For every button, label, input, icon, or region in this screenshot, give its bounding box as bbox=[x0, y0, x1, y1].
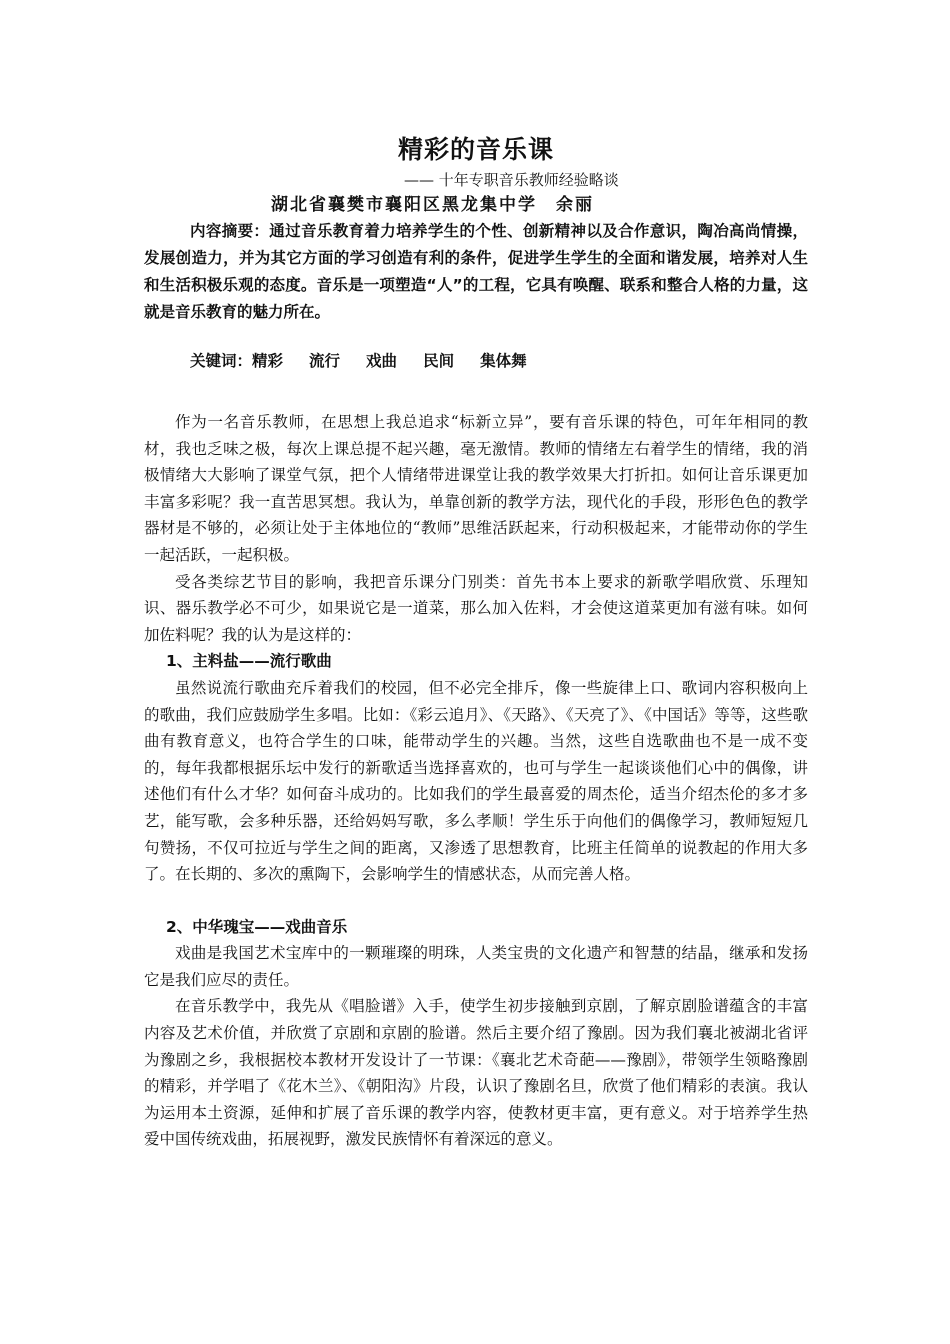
abstract-label: 内容摘要： bbox=[190, 222, 270, 240]
page-subtitle: —— 十年专职音乐教师经验略谈 bbox=[404, 171, 619, 189]
keyword-item: 集体舞 bbox=[480, 352, 527, 370]
keyword-item: 精彩 bbox=[252, 352, 284, 370]
abstract bbox=[144, 218, 808, 326]
body-paragraph: 受各类综艺节目的影响，我把音乐课分门别类：首先书本上要求的新歌学唱欣赏、乐理知识、器乐教学必不可少，如果说它是一道菜，那么加入佐料，才会使这道菜更加有滋有味。如何加佐料呢？我的认为是这样的： bbox=[144, 572, 808, 644]
body-paragraph: 虽然说流行歌曲充斥着我们的校园，但不必完全排斥，像一些旋律上口、歌词内容积极向上的歌曲，我们应鼓励学生多唱。比如：《彩云追月》、《天路》、《天亮了》、《中国话》等等，这些歌曲有教育意义，也符合学生的口味，能带动学生的兴趣。当然，这些自选歌曲也不是一成不变的，每年我都根据乐坛中发行的新歌适当选择喜欢的，也可与学生一起谈谈他们心中的偶像，讲述他们有什么才华？如何奋斗成功的。比如我们的学生最喜爱的周杰伦，适当介绍杰伦的多才多艺，能写歌，会多种乐器，还给妈妈写歌，多么孝顺！学生乐于向他们的偶像学习，教师短短几句赞扬，不仅可拉近与学生之间的距离，又渗透了思想教育，比班主任简单的说教起的作用大多了。在长期的、多次的熏陶下，会影响学生的情感状态，从而完善人格。 bbox=[144, 678, 808, 884]
page-title: 精彩的音乐课 bbox=[397, 135, 554, 164]
body-paragraph: 作为一名音乐教师，在思想上我总追求“标新立异”，要有音乐课的特色，可年年相同的教材，我也乏味之极，每次上课总提不起兴趣，毫无激情。教师的情绪左右着学生的情绪，我的消极情绪大大影响了课堂气氛，把个人情绪带进课堂让我的教学效果大打折扣。如何让音乐课更加丰富多彩呢？我一直苦思冥想。我认为，单靠创新的教学方法，现代化的手段，形形色色的教学器材是不够的，必须让处于主体地位的“教师”思维活跃起来，行动积极起来，才能带动你的学生一起活跃，一起积极。 bbox=[144, 413, 808, 564]
keyword-item: 流行 bbox=[309, 352, 341, 370]
body-paragraph: 在音乐教学中，我先从《唱脸谱》入手，使学生初步接触到京剧，了解京剧脸谱蕴含的丰富内容及艺术价值，并欣赏了京剧和京剧的脸谱。然后主要介绍了豫剧。因为我们襄北被湖北省评为豫剧之乡，我根据校本教材开发设计了一节课：《襄北艺术奇葩——豫剧》，带领学生领略豫剧的精彩，并学唱了《花木兰》、《朝阳沟》片段，认识了豫剧名旦，欣赏了他们精彩的表演。我认为运用本土资源，延伸和扩展了音乐课的教学内容，使教材更丰富，更有意义。对于培养学生热爱中国传统戏曲，拓展视野，激发民族情怀有着深远的意义。 bbox=[144, 997, 808, 1149]
keyword-item: 戏曲 bbox=[366, 352, 398, 370]
abstract-text: 通过音乐教育着力培养学生的个性、创新精神以及合作意识，陶冶高尚情操，发展创造力，并为其它方面的学习创造有利的条件，促进学生学生的全面和谐发展，培养对人生和生活积极乐观的态度。音乐是一项塑造“人”的工程，它具有唤醒、联系和整合人格的力量，这就是音乐教育的魅力所在。 bbox=[144, 222, 808, 321]
keyword-item: 民间 bbox=[423, 352, 455, 370]
keywords bbox=[144, 348, 808, 375]
document-content bbox=[144, 132, 808, 1153]
spacer bbox=[144, 888, 808, 914]
section-heading: 2、中华瑰宝——戏曲音乐 bbox=[166, 917, 348, 936]
body-paragraph: 戏曲是我国艺术宝库中的一颗璀璨的明珠，人类宝贵的文化遗产和智慧的结晶，继承和发扬它是我们应尽的责任。 bbox=[144, 944, 808, 989]
section-heading: 1、主料盐——流行歌曲 bbox=[166, 652, 332, 671]
author-line: 湖北省襄樊市襄阳区黑龙集中学 余丽 bbox=[271, 195, 594, 215]
keywords-label: 关键词： bbox=[190, 352, 253, 370]
